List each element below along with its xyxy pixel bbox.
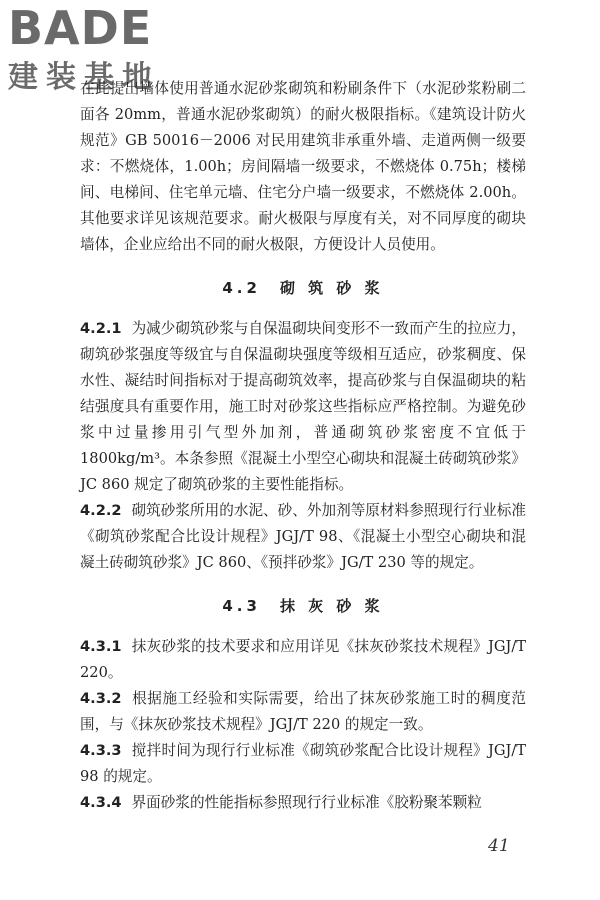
clause-text: 搅拌时间为现行行业标准《砌筑砂浆配合比设计规程》JGJ/T 98 的规定。	[80, 742, 526, 785]
clause-number: 4.3.2	[80, 690, 122, 707]
clause-4-3-4	[80, 790, 526, 816]
intro-paragraph: 在此提出墙体使用普通水泥砂浆砌筑和粉刷条件下（水泥砂浆粉刷二面各 20mm，普通水泥砂浆砌筑）的耐火极限指标。《建筑设计防火规范》GB 50016－2006 对民用建筑非承重外墙、走道两侧一级要求：不燃烧体，1.00h；房间隔墙一级要求，不燃烧体 0.75h；楼梯间、电梯间、住宅单元墙、住宅分户墙一级要求，不燃烧体 2.00h。其他要求详见该规范要求。耐火极限与厚度有关，对不同厚度的砌块墙体，企业应给出不同的耐火极限，方便设计人员使用。	[80, 80, 526, 253]
clause-number: 4.3.3	[80, 742, 122, 759]
clause-text: 界面砂浆的性能指标参照现行行业标准《胶粉聚苯颗粒	[131, 794, 482, 811]
clause-text: 为减少砌筑砂浆与自保温砌块间变形不一致而产生的拉应力，砌筑砂浆强度等级宜与自保温砌块强度等级相互适应，砂浆稠度、保水性、凝结时间指标对于提高砌筑效率，提高砂浆与自保温砌块的粘结强度具有重要作用，施工时对砂浆这些指标应严格控制。为避免砂浆中过量掺用引气型外加剂，普通砌筑砂浆密度不宜低于 1800kg/m³。本条参照《混凝土小型空心砌块和混凝土砖砌筑砂浆》JC 860 规定了砌筑砂浆的主要性能指标。	[80, 320, 526, 493]
logo-wordmark: BADE	[8, 1, 153, 55]
clause-number: 4.3.4	[80, 794, 122, 811]
clause-number: 4.3.1	[80, 638, 122, 655]
clause-4-3-2	[80, 686, 526, 738]
clause-text: 抹灰砂浆的技术要求和应用详见《抹灰砂浆技术规程》JGJ/T 220。	[80, 638, 526, 681]
section-title-4-3: 4.3 抹 灰 砂 浆	[222, 597, 384, 615]
clause-4-3-3	[80, 738, 526, 790]
clause-text: 根据施工经验和实际需要，给出了抹灰砂浆施工时的稠度范围，与《抹灰砂浆技术规程》JGJ/T 220 的规定一致。	[80, 690, 526, 733]
section-title-4-2: 4.2 砌 筑 砂 浆	[222, 279, 384, 297]
clause-number: 4.2.1	[80, 320, 122, 337]
clause-4-2-2	[80, 498, 526, 576]
clause-4-2-1	[80, 316, 526, 498]
page-number: 41	[488, 836, 510, 856]
logo-subtitle: 建装基地	[8, 60, 160, 95]
page-content	[80, 76, 526, 816]
clause-text: 砌筑砂浆所用的水泥、砂、外加剂等原材料参照现行行业标准《砌筑砂浆配合比设计规程》JGJ/T 98、《混凝土小型空心砌块和混凝土砖砌筑砂浆》JC 860、《预拌砂浆》JG/T 230 等的规定。	[80, 502, 526, 571]
clause-number: 4.2.2	[80, 502, 122, 519]
clause-4-3-1	[80, 634, 526, 686]
